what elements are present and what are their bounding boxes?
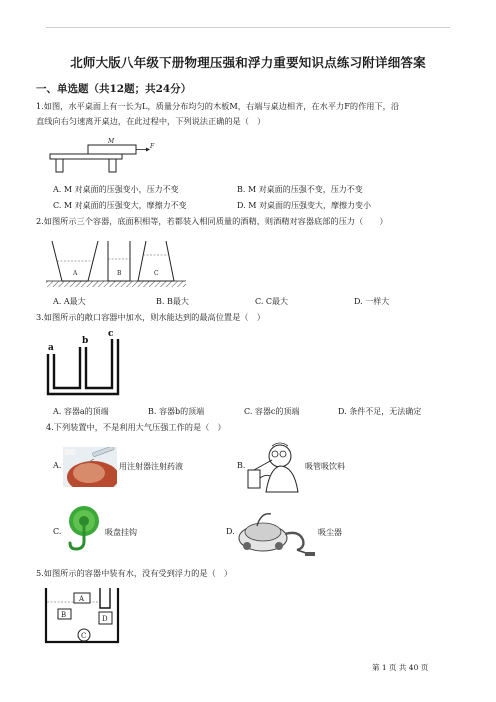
label-f: F: [150, 143, 155, 150]
q4-option-d-text[interactable]: 吸尘器: [318, 528, 342, 537]
q1-option-c[interactable]: C. M 对桌面的压强变大，摩擦力不变: [53, 201, 187, 210]
page-title: 北师大版八年级下册物理压强和浮力重要知识点练习附详细答案: [70, 55, 426, 70]
label-b: b: [82, 336, 89, 346]
q4-option-c-text[interactable]: 吸盘挂钩: [105, 528, 137, 537]
q1-option-b[interactable]: B. M 对桌面的压强不变，压力不变: [237, 185, 363, 194]
question-1-stem: [36, 99, 399, 129]
q1-option-a[interactable]: A. M 对桌面的压强变小，压力不变: [53, 185, 179, 194]
q2-option-d[interactable]: D. 一样大: [354, 297, 390, 306]
label-object-a: A: [79, 595, 85, 603]
q2-option-a[interactable]: A. A最大: [53, 297, 86, 306]
question-1-stem-line1: 1.如图，水平桌面上有一长为L，质量分布均匀的木板M，右端与桌边相齐，在水平力F的作用下，沿: [36, 101, 400, 111]
q3-option-c[interactable]: C. 容器c的顶端: [244, 407, 300, 416]
label-container-a: A: [73, 270, 78, 277]
label-a: a: [48, 343, 54, 353]
header-rule: [46, 27, 450, 28]
q4-option-b-letter[interactable]: B.: [237, 461, 246, 470]
q4-option-d-letter[interactable]: D.: [226, 527, 235, 536]
q1-option-d[interactable]: D. M 对桌面的压强变大，摩擦力变小: [237, 201, 371, 210]
question-3-figure: [44, 330, 128, 400]
label-m: M: [108, 138, 115, 145]
label-object-c: C: [81, 632, 87, 640]
label-container-c: C: [154, 270, 159, 277]
question-2-stem: 2.如图所示三个容器，底面积相等，若都装入相同质量的酒精，则酒精对容器底部的压力（ ）: [36, 216, 388, 226]
q4-option-c-letter[interactable]: C.: [53, 527, 62, 536]
straw-drinking-drawing: [244, 438, 306, 494]
q3-option-b[interactable]: B. 容器b的顶端: [148, 407, 205, 416]
q4-option-a-letter[interactable]: A.: [53, 461, 62, 470]
label-c: c: [108, 329, 114, 339]
question-4-stem: 4.下列装置中，不是利用大气压强工作的是（ ）: [46, 422, 226, 432]
q4-option-a-text[interactable]: 用注射器注射药液: [119, 462, 183, 471]
q2-option-c[interactable]: C. C最大: [255, 297, 289, 306]
question-1-stem-line2: 直线向右匀速离开桌边，在此过程中，下列说法正确的是（ ）: [36, 116, 266, 126]
q3-option-a[interactable]: A. 容器a的顶端: [53, 407, 109, 416]
injection-photo: [63, 447, 117, 487]
label-object-b: B: [61, 611, 67, 619]
question-2-figure: [46, 237, 186, 293]
q4-option-b-text[interactable]: 吸管吸饮料: [305, 462, 345, 471]
suction-hook-icon: [64, 505, 104, 553]
q3-option-d[interactable]: D. 条件不足，无法确定: [338, 407, 422, 416]
question-5-figure: [44, 586, 124, 644]
page-footer: 第 1 页 共 40 页: [372, 663, 429, 672]
vacuum-cleaner-icon: [233, 500, 317, 558]
section-heading: 一、单选题（共12题；共24分）: [36, 83, 192, 95]
label-container-b: B: [117, 270, 122, 277]
label-object-d: D: [102, 615, 108, 623]
question-1-figure: [46, 138, 156, 184]
q2-option-b[interactable]: B. B最大: [156, 297, 189, 306]
question-5-stem: 5.如图所示的容器中装有水，没有受到浮力的是（ ）: [36, 568, 233, 578]
question-3-stem: 3.如图所示的敞口容器中加水，则水能达到的最高位置是（ ）: [36, 312, 265, 322]
